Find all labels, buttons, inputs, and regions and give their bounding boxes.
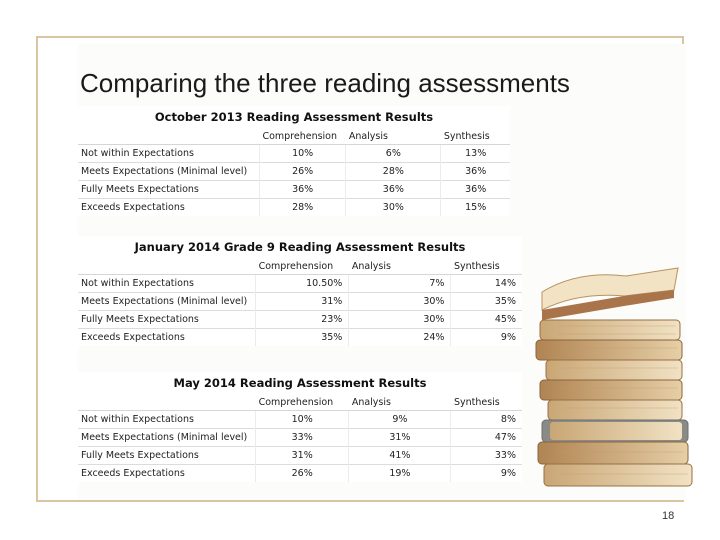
- table-title: May 2014 Reading Assessment Results: [173, 376, 427, 390]
- table-header-row: [78, 258, 522, 275]
- cell-value: 30%: [349, 311, 451, 329]
- cell-value: 45%: [451, 311, 522, 329]
- table-row: [78, 275, 522, 293]
- table-row: [78, 293, 522, 311]
- row-label: Fully Meets Expectations: [78, 311, 256, 329]
- column-header: Comprehension: [256, 394, 349, 411]
- cell-value: 6%: [346, 145, 441, 163]
- stack-of-books-image: [528, 262, 698, 492]
- cell-value: 36%: [441, 181, 510, 199]
- row-label: Meets Expectations (Minimal level): [78, 163, 259, 181]
- cell-value: 14%: [451, 275, 522, 293]
- page-number: 18: [662, 510, 675, 522]
- cell-value: 31%: [349, 429, 451, 447]
- column-header: [78, 258, 256, 275]
- table-row: [78, 447, 522, 465]
- table-row: [78, 465, 522, 483]
- cell-value: 41%: [349, 447, 451, 465]
- cell-value: 28%: [259, 199, 345, 217]
- table-row: [78, 411, 522, 429]
- cell-value: 10%: [259, 145, 345, 163]
- column-header: Analysis: [349, 394, 451, 411]
- results-table: [78, 258, 522, 346]
- cell-value: 35%: [451, 293, 522, 311]
- row-label: Exceeds Expectations: [78, 329, 256, 347]
- row-label: Not within Expectations: [78, 411, 256, 429]
- cell-value: 10.50%: [256, 275, 349, 293]
- cell-value: 31%: [256, 447, 349, 465]
- cell-value: 26%: [259, 163, 345, 181]
- row-label: Fully Meets Expectations: [78, 181, 259, 199]
- row-label: Not within Expectations: [78, 145, 259, 163]
- cell-value: 47%: [451, 429, 522, 447]
- cell-value: 10%: [256, 411, 349, 429]
- cell-value: 9%: [451, 465, 522, 483]
- cell-value: 33%: [451, 447, 522, 465]
- cell-value: 36%: [346, 181, 441, 199]
- column-header: Synthesis: [441, 128, 510, 145]
- cell-value: 30%: [346, 199, 441, 217]
- cell-value: 24%: [349, 329, 451, 347]
- table-title: October 2013 Reading Assessment Results: [154, 110, 434, 124]
- table-row: [78, 329, 522, 347]
- table-row: [78, 199, 510, 217]
- column-header: Analysis: [346, 128, 441, 145]
- cell-value: 35%: [256, 329, 349, 347]
- assessment-table-january-2014: [78, 236, 522, 346]
- assessment-table-october-2013: [78, 106, 510, 216]
- cell-value: 9%: [349, 411, 451, 429]
- cell-value: 8%: [451, 411, 522, 429]
- cell-value: 23%: [256, 311, 349, 329]
- results-table: [78, 394, 522, 482]
- table-header-row: [78, 394, 522, 411]
- cell-value: 26%: [256, 465, 349, 483]
- row-label: Meets Expectations (Minimal level): [78, 293, 256, 311]
- results-table: [78, 128, 510, 216]
- cell-value: 31%: [256, 293, 349, 311]
- column-header: Comprehension: [259, 128, 345, 145]
- slide-title: Comparing the three reading assessments: [80, 68, 570, 98]
- cell-value: 13%: [441, 145, 510, 163]
- row-label: Exceeds Expectations: [78, 199, 259, 217]
- cell-value: 28%: [346, 163, 441, 181]
- cell-value: 19%: [349, 465, 451, 483]
- table-row: [78, 145, 510, 163]
- row-label: Exceeds Expectations: [78, 465, 256, 483]
- column-header: Synthesis: [451, 394, 522, 411]
- column-header: Analysis: [349, 258, 451, 275]
- table-row: [78, 163, 510, 181]
- table-row: [78, 311, 522, 329]
- table-row: [78, 429, 522, 447]
- table-title: January 2014 Grade 9 Reading Assessment Results: [134, 240, 466, 254]
- column-header: Comprehension: [256, 258, 349, 275]
- cell-value: 36%: [441, 163, 510, 181]
- cell-value: 9%: [451, 329, 522, 347]
- table-row: [78, 181, 510, 199]
- row-label: Meets Expectations (Minimal level): [78, 429, 256, 447]
- cell-value: 7%: [349, 275, 451, 293]
- column-header: Synthesis: [451, 258, 522, 275]
- row-label: Fully Meets Expectations: [78, 447, 256, 465]
- cell-value: 33%: [256, 429, 349, 447]
- column-header: [78, 128, 259, 145]
- table-header-row: [78, 128, 510, 145]
- cell-value: 30%: [349, 293, 451, 311]
- cell-value: 36%: [259, 181, 345, 199]
- cell-value: 15%: [441, 199, 510, 217]
- column-header: [78, 394, 256, 411]
- assessment-table-may-2014: [78, 372, 522, 482]
- row-label: Not within Expectations: [78, 275, 256, 293]
